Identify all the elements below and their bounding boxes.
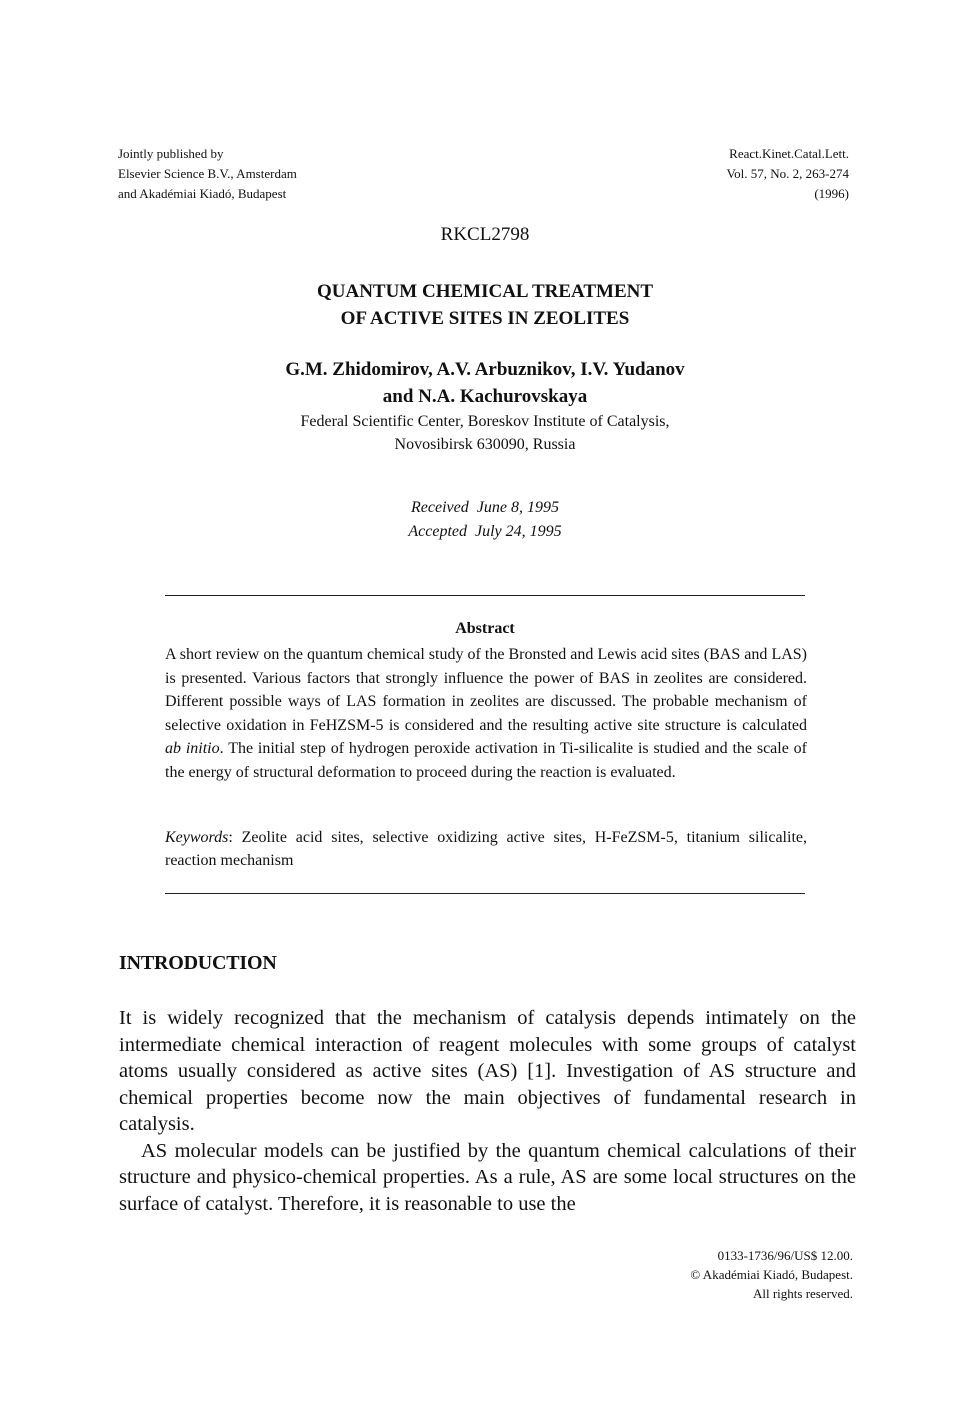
abstract-italic-term: ab initio <box>165 740 220 758</box>
abstract-bottom-rule <box>165 893 805 894</box>
author-line: and N.A. Kachurovskaya <box>382 386 588 407</box>
keywords-label: Keywords <box>165 829 229 846</box>
publisher-line: Elsevier Science B.V., Amsterdam <box>118 166 297 181</box>
rights-reserved: All rights reserved. <box>752 1286 853 1301</box>
paper-title <box>0 278 970 332</box>
journal-volume: Vol. 57, No. 2, 263-274 <box>726 166 849 181</box>
introduction-paragraph: AS molecular models can be justified by the quantum chemical calculations of their structure and physico-chemical properties. As a rule, AS are some local structures on the surface of catalyst. Therefore, it is reasonable to use the <box>119 1139 856 1215</box>
copyright-notice <box>690 1246 853 1303</box>
accepted-date: Accepted July 24, 1995 <box>408 523 562 540</box>
price-code: 0133-1736/96/US$ 12.00. <box>717 1248 853 1263</box>
affiliation-line: Novosibirsk 630090, Russia <box>394 436 576 453</box>
publisher-line: and Akadémiai Kiadó, Budapest <box>118 186 287 201</box>
keywords <box>165 826 807 872</box>
submission-dates <box>0 496 970 544</box>
publisher-info <box>118 144 297 204</box>
affiliation <box>0 410 970 456</box>
abstract-paragraph <box>165 643 807 785</box>
copyright-holder: © Akadémiai Kiadó, Budapest. <box>690 1267 853 1282</box>
affiliation-line: Federal Scientific Center, Boreskov Institute of Catalysis, <box>300 413 670 430</box>
title-line: OF ACTIVE SITES IN ZEOLITES <box>340 308 630 329</box>
article-code: RKCL2798 <box>440 224 530 245</box>
author-line: G.M. Zhidomirov, A.V. Arbuznikov, I.V. Yudanov <box>285 359 685 380</box>
abstract-top-rule <box>165 595 805 596</box>
journal-year: (1996) <box>814 186 849 201</box>
title-line: QUANTUM CHEMICAL TREATMENT <box>316 281 654 302</box>
journal-name: React.Kinet.Catal.Lett. <box>729 146 849 161</box>
introduction-paragraph: It is widely recognized that the mechanism of catalysis depends intimately on the intermediate chemical interaction of reagent molecules with some groups of catalyst atoms usually considered as active sites (AS) [1]. Investigation of AS structure and chemical properties become now the main objectives of fundamental research in catalysis. <box>119 1007 856 1135</box>
introduction-heading: INTRODUCTION <box>119 952 277 974</box>
abstract-text: A short review on the quantum chemical study of the Bronsted and Lewis acid sites (BAS and LAS) is presented. Various factors that strongly influence the power of BAS in zeolites are considered. Different possible ways of LAS formation in zeolites are discussed. The probable mechanism of selective oxidation in FeHZSM-5 is considered and the resulting active site structure is calculated <box>165 646 807 734</box>
received-date: Received June 8, 1995 <box>411 499 559 516</box>
abstract-body <box>165 643 807 785</box>
author-list <box>0 356 970 410</box>
introduction-body <box>119 1005 856 1217</box>
publisher-line: Jointly published by <box>118 146 224 161</box>
journal-info <box>726 144 849 204</box>
keywords-text: : Zeolite acid sites, selective oxidizing active sites, H-FeZSM-5, titanium silicalite, reaction mechanism <box>165 829 807 869</box>
abstract-heading: Abstract <box>455 620 515 637</box>
abstract-text: . The initial step of hydrogen peroxide activation in Ti-silicalite is studied and the scale of the energy of structural deformation to proceed during the reaction is evaluated. <box>165 740 808 781</box>
